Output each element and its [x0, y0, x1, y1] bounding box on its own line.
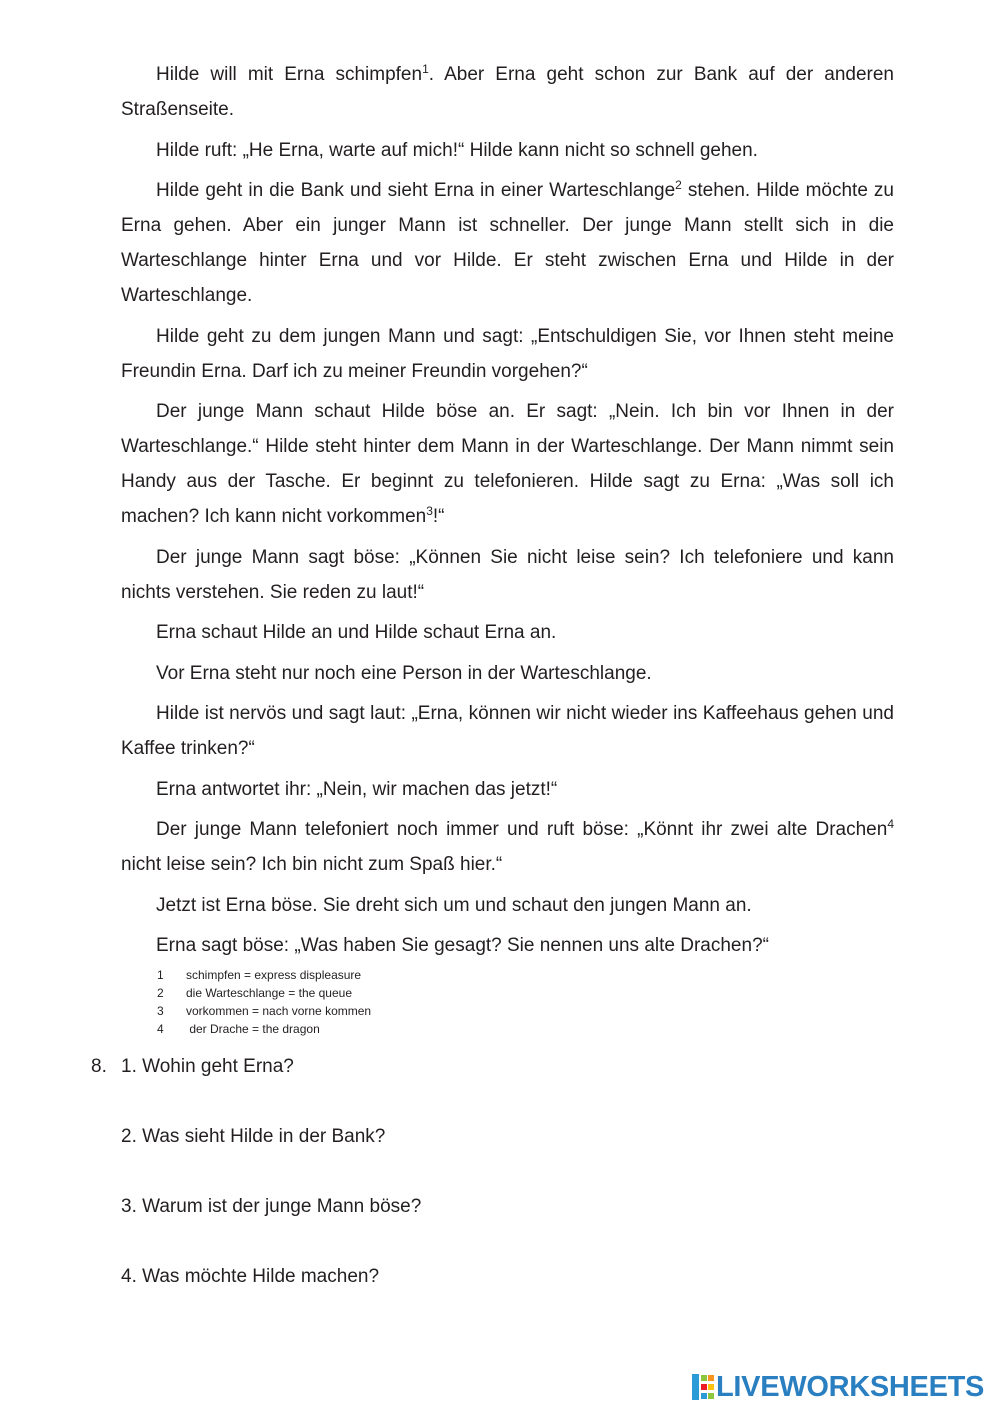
logo-mark-icon [692, 1374, 714, 1400]
footnote-ref: 1 [422, 62, 429, 76]
story-paragraph [121, 319, 894, 389]
question-3: 3. Warum ist der junge Mann böse? [121, 1196, 422, 1217]
story-text-segment: Hilde ist nervös und sagt laut: „Erna, können wir nicht wieder ins Kaffeehaus gehen und Kaffee trinken?“ [121, 703, 894, 759]
story-paragraph [121, 57, 894, 127]
footnotes [157, 966, 371, 1038]
story-text-segment: Jetzt ist Erna böse. Sie dreht sich um und schaut den jungen Mann an. [156, 894, 752, 916]
footnote [157, 984, 371, 1002]
story-text-segment: . Aber Erna geht schon zur Bank auf der anderen Straßenseite. [121, 64, 894, 120]
footnote-ref: 3 [426, 504, 433, 518]
footnote-number: 4 [157, 1022, 164, 1036]
story-text-segment: Erna antwortet ihr: „Nein, wir machen das jetzt!“ [156, 778, 558, 800]
story-text-segment: stehen. Hilde möchte zu Erna gehen. Aber ein junger Mann ist schneller. Der junge Mann stellt sich in die Warteschlange hinter Erna und vor Hilde. Er steht zwischen Erna und Hilde in der Warteschlange. [121, 180, 894, 306]
footnote [157, 966, 371, 984]
story-text-segment: Hilde ruft: „He Erna, warte auf mich!“ Hilde kann nicht so schnell gehen. [156, 139, 758, 161]
story-paragraph [121, 928, 894, 963]
footnote [157, 1002, 371, 1020]
story-paragraph [121, 888, 894, 923]
story-text-segment: !“ [432, 506, 445, 527]
footnote-number: 1 [157, 968, 164, 982]
footnote-text: der Drache = the dragon [186, 1022, 320, 1036]
logo-text: LIVEWORKSHEETS [716, 1371, 985, 1403]
story-paragraph [121, 615, 894, 650]
story-text-segment: Erna schaut Hilde an und Hilde schaut Erna an. [156, 622, 557, 643]
story-paragraph [121, 696, 894, 766]
footnote-text: vorkommen = nach vorne kommen [186, 1004, 372, 1018]
liveworksheets-logo [692, 1372, 984, 1402]
story-paragraph [121, 173, 894, 313]
story-paragraph [121, 540, 894, 610]
story-paragraph [121, 394, 894, 534]
exercise-number: 8. [91, 1056, 107, 1077]
story-text-segment: nicht leise sein? Ich bin nicht zum Spaß hier.“ [121, 854, 503, 875]
footnote-ref: 2 [675, 178, 682, 192]
story-text-segment: Hilde geht zu dem jungen Mann und sagt: „Entschuldigen Sie, vor Ihnen steht meine Freundin Erna. Darf ich zu meiner Freundin vorgehen?“ [121, 325, 894, 382]
footnote-text: die Warteschlange = the queue [186, 986, 353, 1000]
story-paragraph [121, 812, 894, 882]
question-2: 2. Was sieht Hilde in der Bank? [121, 1126, 386, 1147]
footnote-number: 3 [157, 1004, 164, 1018]
story-text-segment: Hilde will mit Erna schimpfen [156, 64, 423, 85]
story-text-segment: Erna sagt böse: „Was haben Sie gesagt? Sie nennen uns alte Drachen?“ [156, 935, 769, 956]
story-paragraph [121, 772, 894, 807]
story-text-segment: Der junge Mann schaut Hilde böse an. Er sagt: „Nein. Ich bin vor Ihnen in der Warteschlange.“ Hilde steht hinter dem Mann in der Warteschlange. Der Mann nimmt sein Handy aus der Tasche. Er beginnt zu telefonieren. Hilde sagt zu Erna: „Was soll ich machen? Ich kann nicht vorkommen [121, 401, 894, 527]
footnote-ref: 4 [887, 817, 894, 831]
story-text [121, 57, 894, 969]
question-1: 1. Wohin geht Erna? [121, 1056, 294, 1077]
footnote-number: 2 [157, 986, 164, 1000]
story-text-segment: Hilde geht in die Bank und sieht Erna in einer Warteschlange [156, 180, 676, 201]
footnote [157, 1020, 371, 1038]
question-4: 4. Was möchte Hilde machen? [121, 1266, 380, 1287]
story-text-segment: Der junge Mann sagt böse: „Können Sie nicht leise sein? Ich telefoniere und kann nichts verstehen. Sie reden zu laut!“ [121, 546, 894, 603]
story-paragraph [121, 656, 894, 691]
story-text-segment: Vor Erna steht nur noch eine Person in der Warteschlange. [156, 662, 652, 684]
footnote-text: schimpfen = express displeasure [186, 968, 362, 982]
story-paragraph [121, 133, 894, 168]
story-text-segment: Der junge Mann telefoniert noch immer und ruft böse: „Könnt ihr zwei alte Drachen [156, 819, 888, 840]
